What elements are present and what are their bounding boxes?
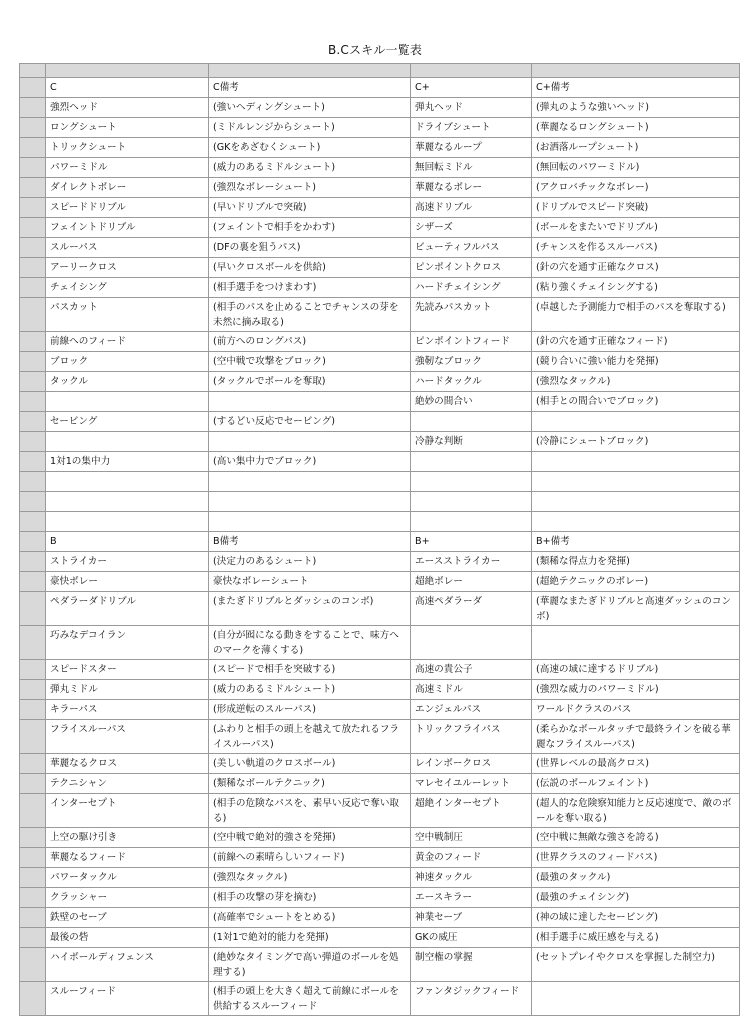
page-title: B.Cスキル一覧表 [327, 43, 423, 57]
table-cell: トリックフライパス [411, 720, 532, 754]
table-cell: (アクロバチックなボレー) [532, 178, 740, 198]
table-cell: (世界レベルの最高クロス) [532, 754, 740, 774]
table-cell: (フェイントで相手をかわす) [209, 218, 411, 238]
table-cell: 華麗なるクロス [46, 754, 209, 774]
row-number-cell [20, 138, 46, 158]
table-cell: (粘り強くチェイシングする) [532, 278, 740, 298]
table-cell: (するどい反応でセービング) [209, 412, 411, 432]
table-row [20, 828, 740, 848]
table-cell: エースストライカー [411, 552, 532, 572]
table-row [20, 138, 740, 158]
sheet-header-row [20, 64, 740, 78]
table-row [20, 592, 740, 626]
table-row [20, 660, 740, 680]
table-row [20, 78, 740, 98]
table-cell: (ボールをまたいでドリブル) [532, 218, 740, 238]
table-cell [209, 472, 411, 492]
table-cell: (スピードで相手を突破する) [209, 660, 411, 680]
table-row [20, 532, 740, 552]
row-number-cell [20, 774, 46, 794]
row-number-cell [20, 98, 46, 118]
table-row [20, 298, 740, 332]
table-cell [411, 452, 532, 472]
table-cell: 1対1の集中力 [46, 452, 209, 472]
table-cell: (強烈なボレーシュート) [209, 178, 411, 198]
table-cell: B+備考 [532, 532, 740, 552]
row-number-cell [20, 868, 46, 888]
table-cell: (美しい軌道のクロスボール) [209, 754, 411, 774]
row-number-cell [20, 532, 46, 552]
column-header-c [411, 64, 532, 78]
table-row [20, 848, 740, 868]
table-cell: スルーパス [46, 238, 209, 258]
table-cell: フライスルーパス [46, 720, 209, 754]
table-cell: ドライブシュート [411, 118, 532, 138]
table-cell: (無回転のパワーミドル) [532, 158, 740, 178]
table-cell: ファンタジックフィード [411, 982, 532, 1016]
table-row [20, 492, 740, 512]
table-cell: (ふわりと相手の頭上を越えて放たれるフライスルーパス) [209, 720, 411, 754]
table-row [20, 452, 740, 472]
table-cell: パワータックル [46, 868, 209, 888]
table-row [20, 908, 740, 928]
table-row [20, 754, 740, 774]
table-cell: B [46, 532, 209, 552]
table-cell: (1対1で絶対的能力を発揮) [209, 928, 411, 948]
row-number-cell [20, 198, 46, 218]
row-number-cell [20, 118, 46, 138]
table-cell: タックル [46, 372, 209, 392]
table-cell: GKの威圧 [411, 928, 532, 948]
row-number-cell [20, 332, 46, 352]
table-cell: エンジェルパス [411, 700, 532, 720]
table-row [20, 700, 740, 720]
row-number-cell [20, 680, 46, 700]
table-cell [411, 472, 532, 492]
table-cell: 制空権の掌握 [411, 948, 532, 982]
table-cell: 黄金のフィード [411, 848, 532, 868]
table-cell: (超人的な危険察知能力と反応速度で、敵のボールを奪い取る) [532, 794, 740, 828]
table-cell: (伝説のボールフェイント) [532, 774, 740, 794]
table-cell [411, 626, 532, 660]
table-cell: (お洒落ループシュート) [532, 138, 740, 158]
table-cell: 弾丸ミドル [46, 680, 209, 700]
table-cell: (決定力のあるシュート) [209, 552, 411, 572]
column-header-a [46, 64, 209, 78]
table-cell: (形成逆転のスルーパス) [209, 700, 411, 720]
table-cell [46, 512, 209, 532]
row-number-cell [20, 372, 46, 392]
table-cell [532, 492, 740, 512]
table-cell: (相手選手をつけまわす) [209, 278, 411, 298]
table-cell: シザーズ [411, 218, 532, 238]
table-cell: 鉄壁のセーブ [46, 908, 209, 928]
row-number-cell [20, 432, 46, 452]
table-cell: (セットプレイやクロスを掌握した制空力) [532, 948, 740, 982]
table-cell: (チャンスを作るスルーパス) [532, 238, 740, 258]
table-cell: 超絶インターセプト [411, 794, 532, 828]
table-cell [532, 452, 740, 472]
table-row [20, 178, 740, 198]
table-cell: 高速ペダラーダ [411, 592, 532, 626]
table-cell: (神の域に達したセービング) [532, 908, 740, 928]
table-cell: (強烈なタックル) [209, 868, 411, 888]
table-cell: C備考 [209, 78, 411, 98]
table-cell: (威力のあるミドルシュート) [209, 680, 411, 700]
table-cell [411, 412, 532, 432]
table-row [20, 412, 740, 432]
table-cell: 強靭なブロック [411, 352, 532, 372]
table-cell: (空中戦で絶対的強さを発揮) [209, 828, 411, 848]
table-cell: スピードドリブル [46, 198, 209, 218]
row-number-cell [20, 552, 46, 572]
table-cell: (針の穴を通す正確なフィード) [532, 332, 740, 352]
table-cell: セービング [46, 412, 209, 432]
table-cell: 無回転ミドル [411, 158, 532, 178]
table-row [20, 218, 740, 238]
row-number-cell [20, 258, 46, 278]
row-number-cell [20, 828, 46, 848]
table-row [20, 982, 740, 1016]
table-cell: (高い集中力でブロック) [209, 452, 411, 472]
table-cell: クラッシャー [46, 888, 209, 908]
table-cell [411, 492, 532, 512]
table-row [20, 118, 740, 138]
table-row [20, 198, 740, 218]
column-header-d [532, 64, 740, 78]
table-cell [532, 472, 740, 492]
skill-table-body [20, 64, 740, 1016]
table-cell [532, 626, 740, 660]
table-cell: (高速の域に達するドリブル) [532, 660, 740, 680]
table-cell: 超絶ボレー [411, 572, 532, 592]
table-row [20, 372, 740, 392]
row-number-cell [20, 158, 46, 178]
table-cell: (類稀なボールテクニック) [209, 774, 411, 794]
table-cell: 上空の駆け引き [46, 828, 209, 848]
table-cell: ハイボールディフェンス [46, 948, 209, 982]
table-cell: ピンポイントクロス [411, 258, 532, 278]
table-cell: (類稀な得点力を発揮) [532, 552, 740, 572]
table-cell: ペダラーダドリブル [46, 592, 209, 626]
row-number-cell [20, 78, 46, 98]
row-number-cell [20, 412, 46, 432]
table-cell: (空中戦で攻撃をブロック) [209, 352, 411, 372]
table-cell: ワールドクラスのパス [532, 700, 740, 720]
table-cell [209, 392, 411, 412]
table-row [20, 512, 740, 532]
table-cell: (強烈なタックル) [532, 372, 740, 392]
table-row [20, 680, 740, 700]
table-cell: スルーフィード [46, 982, 209, 1016]
table-cell: (ドリブルでスピード突破) [532, 198, 740, 218]
skill-table [19, 63, 740, 1016]
row-number-cell [20, 238, 46, 258]
table-cell: (相手選手に威圧感を与える) [532, 928, 740, 948]
table-cell: ビューティフルパス [411, 238, 532, 258]
table-cell: 高速の貴公子 [411, 660, 532, 680]
table-cell: 神業セーブ [411, 908, 532, 928]
row-number-cell [20, 218, 46, 238]
table-cell: (冷静にシュートブロック) [532, 432, 740, 452]
table-cell: パワーミドル [46, 158, 209, 178]
table-row [20, 158, 740, 178]
table-cell: (相手との間合いでブロック) [532, 392, 740, 412]
table-cell: C+備考 [532, 78, 740, 98]
table-cell [46, 472, 209, 492]
table-cell: 前線へのフィード [46, 332, 209, 352]
table-cell: 強烈ヘッド [46, 98, 209, 118]
table-cell: ハードチェイシング [411, 278, 532, 298]
table-cell: B備考 [209, 532, 411, 552]
table-cell: (強いヘディングシュート) [209, 98, 411, 118]
table-row [20, 98, 740, 118]
row-number-cell [20, 392, 46, 412]
table-cell: 弾丸ヘッド [411, 98, 532, 118]
row-number-cell [20, 948, 46, 982]
row-number-cell [20, 888, 46, 908]
table-cell [46, 432, 209, 452]
table-cell: レインボークロス [411, 754, 532, 774]
table-cell: ダイレクトボレー [46, 178, 209, 198]
table-cell [209, 492, 411, 512]
table-cell: トリックシュート [46, 138, 209, 158]
table-cell: C [46, 78, 209, 98]
table-cell: ハードタックル [411, 372, 532, 392]
table-cell: 空中戦制圧 [411, 828, 532, 848]
table-cell: (競り合いに強い能力を発揮) [532, 352, 740, 372]
table-cell [532, 512, 740, 532]
table-cell: (絶妙なタイミングで高い弾道のボールを処理する) [209, 948, 411, 982]
table-row [20, 238, 740, 258]
table-cell: (DFの裏を狙うパス) [209, 238, 411, 258]
table-row [20, 432, 740, 452]
table-cell: 華麗なるボレー [411, 178, 532, 198]
table-row [20, 888, 740, 908]
table-row [20, 472, 740, 492]
row-number-cell [20, 928, 46, 948]
table-cell: (相手の頭上を大きく超えて前線にボールを供給するスルーフィード [209, 982, 411, 1016]
row-number-cell [20, 720, 46, 754]
table-cell: チェイシング [46, 278, 209, 298]
row-number-cell [20, 472, 46, 492]
table-row [20, 794, 740, 828]
table-cell: アーリークロス [46, 258, 209, 278]
row-number-cell [20, 754, 46, 774]
table-cell [532, 982, 740, 1016]
table-cell: (相手の危険なパスを、素早い反応で奪い取る) [209, 794, 411, 828]
table-cell: 冷静な判断 [411, 432, 532, 452]
table-cell: (強烈な威力のパワーミドル) [532, 680, 740, 700]
table-cell: ブロック [46, 352, 209, 372]
table-cell: キラーパス [46, 700, 209, 720]
table-row [20, 572, 740, 592]
table-cell: 先読みパスカット [411, 298, 532, 332]
row-number-cell [20, 982, 46, 1016]
table-cell: (早いクロスボールを供給) [209, 258, 411, 278]
table-cell [411, 512, 532, 532]
row-number-cell [20, 660, 46, 680]
table-cell: インターセプト [46, 794, 209, 828]
table-cell: (華麗なまたぎドリブルと高速ダッシュのコンボ) [532, 592, 740, 626]
table-cell: ピンポイントフィード [411, 332, 532, 352]
table-row [20, 626, 740, 660]
table-cell: B+ [411, 532, 532, 552]
table-row [20, 774, 740, 794]
row-number-cell [20, 352, 46, 372]
table-cell [532, 412, 740, 432]
table-cell: 豪快なボレーシュート [209, 572, 411, 592]
table-cell: エースキラー [411, 888, 532, 908]
table-cell: (ミドルレンジからシュート) [209, 118, 411, 138]
table-row [20, 332, 740, 352]
table-cell [209, 432, 411, 452]
table-cell: ロングシュート [46, 118, 209, 138]
column-header-b [209, 64, 411, 78]
table-cell: (相手のパスを止めることでチャンスの芽を未然に摘み取る) [209, 298, 411, 332]
row-number-cell [20, 178, 46, 198]
table-cell: (卓越した予測能力で相手のパスを奪取する) [532, 298, 740, 332]
table-cell: (超絶テクニックのボレー) [532, 572, 740, 592]
row-number-cell [20, 492, 46, 512]
row-number-cell [20, 626, 46, 660]
table-cell: (弾丸のような強いヘッド) [532, 98, 740, 118]
table-cell: (またぎドリブルとダッシュのコンボ) [209, 592, 411, 626]
table-cell: (最強のタックル) [532, 868, 740, 888]
table-cell: C+ [411, 78, 532, 98]
table-cell: 神速タックル [411, 868, 532, 888]
table-row [20, 720, 740, 754]
table-cell: ストライカー [46, 552, 209, 572]
table-cell: (相手の攻撃の芽を摘む) [209, 888, 411, 908]
row-number-cell [20, 278, 46, 298]
table-cell [209, 512, 411, 532]
table-cell: テクニシャン [46, 774, 209, 794]
corner-cell [20, 64, 46, 78]
table-cell: (空中戦に無敵な強さを誇る) [532, 828, 740, 848]
table-cell: (世界クラスのフィードパス) [532, 848, 740, 868]
row-number-cell [20, 452, 46, 472]
table-cell: 巧みなデコイラン [46, 626, 209, 660]
row-number-cell [20, 848, 46, 868]
table-row [20, 552, 740, 572]
table-cell: (威力のあるミドルシュート) [209, 158, 411, 178]
table-cell: 華麗なるフィード [46, 848, 209, 868]
table-cell: 豪快ボレー [46, 572, 209, 592]
table-row [20, 258, 740, 278]
table-cell: 絶妙の間合い [411, 392, 532, 412]
row-number-cell [20, 298, 46, 332]
table-row [20, 868, 740, 888]
table-cell [46, 492, 209, 512]
table-cell [46, 392, 209, 412]
table-row [20, 928, 740, 948]
table-cell: 高速ドリブル [411, 198, 532, 218]
table-row [20, 352, 740, 372]
table-row [20, 278, 740, 298]
table-cell: (針の穴を通す正確なクロス) [532, 258, 740, 278]
row-number-cell [20, 572, 46, 592]
table-cell: (華麗なるロングシュート) [532, 118, 740, 138]
row-number-cell [20, 908, 46, 928]
table-cell: (高確率でシュートをとめる) [209, 908, 411, 928]
table-cell: 華麗なるループ [411, 138, 532, 158]
table-cell: 高速ミドル [411, 680, 532, 700]
row-number-cell [20, 592, 46, 626]
row-number-cell [20, 700, 46, 720]
table-cell: (早いドリブルで突破) [209, 198, 411, 218]
table-cell: マレセイユルーレット [411, 774, 532, 794]
table-cell: (GKをあざむくシュート) [209, 138, 411, 158]
table-cell: (柔らかなボールタッチで最終ラインを破る華麗なフライスルーパス) [532, 720, 740, 754]
table-cell: (自分が囮になる動きをすることで、味方へのマークを薄くする) [209, 626, 411, 660]
table-cell: パスカット [46, 298, 209, 332]
table-cell: スピードスター [46, 660, 209, 680]
table-cell: (最強のチェイシング) [532, 888, 740, 908]
table-row [20, 392, 740, 412]
table-row [20, 948, 740, 982]
row-number-cell [20, 512, 46, 532]
table-cell: 最後の砦 [46, 928, 209, 948]
table-cell: (前方へのロングパス) [209, 332, 411, 352]
table-cell: フェイントドリブル [46, 218, 209, 238]
table-cell: (タックルでボールを奪取) [209, 372, 411, 392]
table-cell: (前線への素晴らしいフィード) [209, 848, 411, 868]
row-number-cell [20, 794, 46, 828]
